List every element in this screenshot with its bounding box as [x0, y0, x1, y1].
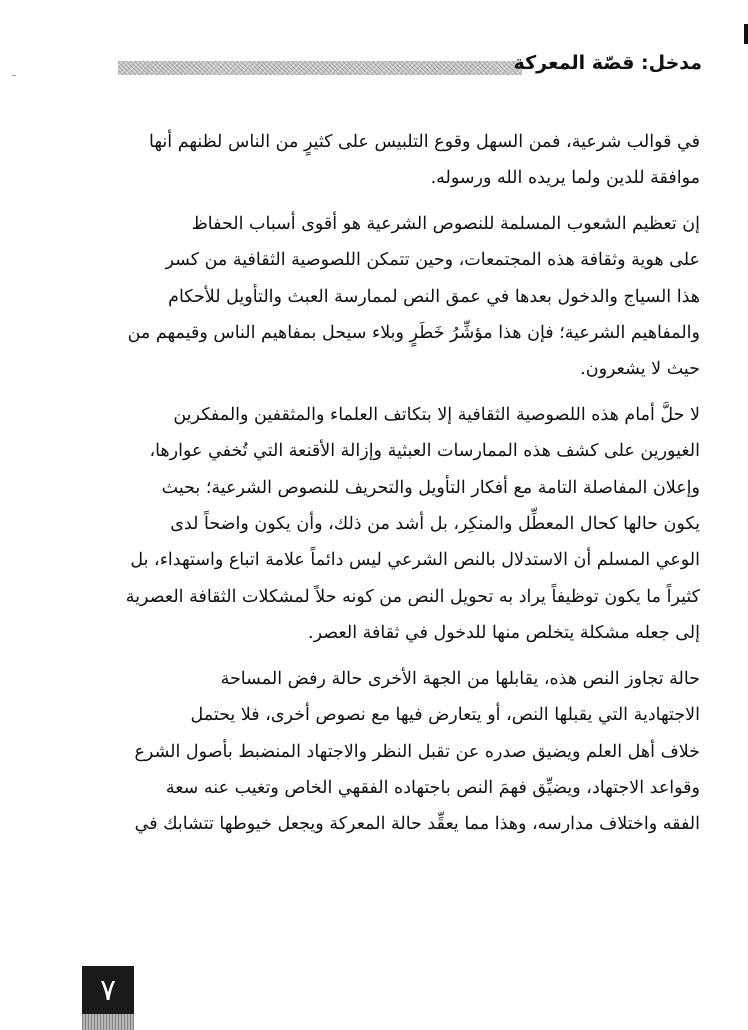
text-line: والمفاهيم الشرعية؛ فإن هذا مؤشِّرُ خَطَرٍ وبلاء سيحل بمفاهيم الناس وقيمهم من — [127, 323, 700, 344]
page-edge-mark — [744, 24, 748, 44]
text-line: الاجتهادية التي يقبلها النص، أو يتعارض فيها مع نصوص أخرى، فلا يحتمل — [190, 705, 700, 726]
text-line: حيث لا يشعرون. — [580, 359, 700, 380]
text-line: وقواعد الاجتهاد، ويضيِّق فهمَ النص باجتهاده الفقهي الخاص وتغيب عنه سعة — [165, 777, 700, 798]
text-line: موافقة للدين ولما يريده الله ورسوله. — [430, 168, 700, 189]
body-text — [120, 124, 700, 843]
scan-speck — [12, 75, 16, 76]
page-number: ٧ — [82, 966, 134, 1014]
text-line: الفقه واختلاف مدارسه، وهذا مما يعقِّد حالة المعركة ويجعل خيوطها تتشابك في — [134, 814, 700, 835]
text-line: حالة تجاوز النص هذه، يقابلها من الجهة الأخرى حالة رفض المساحة — [220, 668, 700, 689]
text-line: على هوية وثقافة هذه المجتمعات، وحين تتمكن اللصوصية الثقافية من كسر — [165, 250, 700, 271]
paragraph — [120, 124, 700, 197]
text-line: وإعلان المفاصلة التامة مع أفكار التأويل والتحريف للنصوص الشرعية؛ بحيث — [161, 477, 700, 498]
header-ornament-band — [118, 61, 522, 75]
running-header — [118, 52, 702, 92]
text-line: كثيراً ما يكون توظيفاً يراد به تحويل النص من كونه حلاً لمشكلات الثقافة العصرية — [125, 586, 700, 607]
page-tab-shading — [82, 1014, 134, 1030]
paragraph — [120, 397, 700, 652]
text-line: إن تعظيم الشعوب المسلمة للنصوص الشرعية هو أقوى أسباب الحفاظ — [191, 213, 700, 234]
text-line: لا حلَّ أمام هذه اللصوصية الثقافية إلا بتكاتف العلماء والمثقفين والمفكرين — [173, 404, 700, 425]
text-line: يكون حالها كحال المعطِّل والمنكِر، بل أشد من ذلك، وأن يكون واضحاً لدى — [170, 514, 700, 535]
paragraph — [120, 661, 700, 843]
text-line: الوعي المسلم أن الاستدلال بالنص الشرعي ليس دائماً علامة اتباع واستهداء، بل — [130, 550, 700, 571]
text-line: في قوالب شرعية، فمن السهل وقوع التلبيس على كثيرٍ من الناس لظنهم أنها — [149, 132, 700, 152]
text-line: الغيورين على كشف هذه الممارسات العبثية وإزالة الأقنعة التي تُخفي عوارها، — [149, 441, 700, 462]
text-line: هذا السياج والدخول بعدها في عمق النص لممارسة العبث والتأويل للأحكام — [168, 286, 700, 307]
text-line: خلاف أهل العلم ويضيق صدره عن تقبل النظر والاجتهاد المنضبط بأصول الشرع — [134, 741, 700, 762]
text-line: إلى جعله مشكلة يتخلص منها للدخول في ثقافة العصر. — [308, 623, 700, 644]
chapter-title: مدخل: قصّة المعركة — [513, 52, 702, 74]
paragraph — [120, 206, 700, 388]
